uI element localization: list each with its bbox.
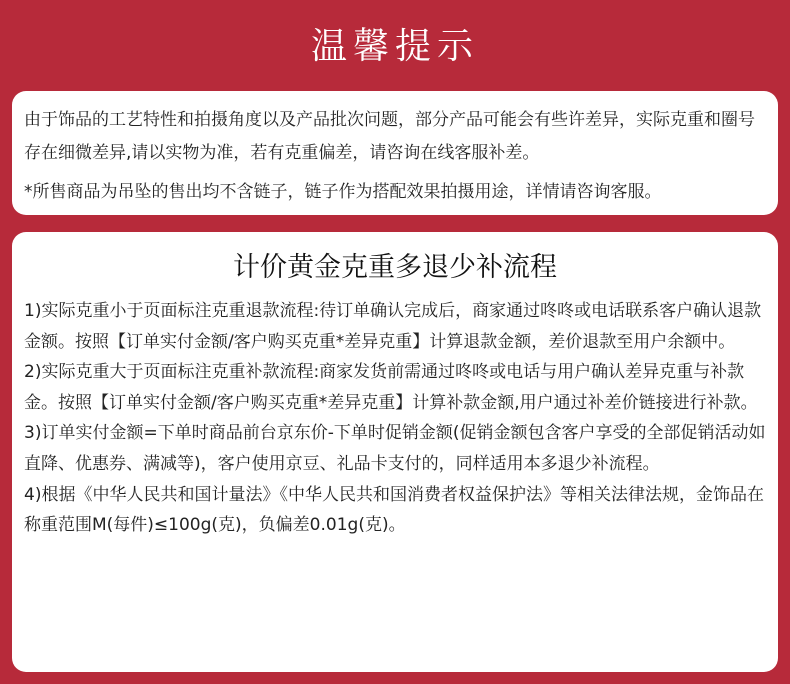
process-card [12,232,778,672]
notice-paragraph: 由于饰品的工艺特性和拍摄角度以及产品批次问题，部分产品可能会有些许差异，实际克重和圈号存在细微差异,请以实物为准，若有克重偏差，请咨询在线客服补差。 [24,110,755,163]
process-title: 计价黄金克重多退少补流程 [233,252,557,283]
notice-paragraph: *所售商品为吊坠的售出均不含链子，链子作为搭配效果拍摄用途，详情请咨询客服。 [24,182,662,202]
notice-card [12,91,778,215]
process-item: 4)根据《中华人民共和国计量法》《中华人民共和国消费者权益保护法》等相关法律法规，金饰品在称重范围M(每件)≤100g(克)，负偏差0.01g(克)。 [24,484,764,536]
process-item: 3)订单实付金额=下单时商品前台京东价-下单时促销金额(促销金额包含客户享受的全部促销活动如直降、优惠券、满减等)，客户使用京豆、礼品卡支付的，同样适用本多退少补流程。 [24,423,766,474]
process-item: 2)实际克重大于页面标注克重补款流程:商家发货前需通过咚咚或电话与用户确认差异克重与补款金。按照【订单实付金额/客户购买克重*差异克重】计算补款金额,用户通过补差价链接进行补款。 [24,362,758,413]
page-title: 温馨提示 [310,26,479,67]
process-item: 1)实际克重小于页面标注克重退款流程:待订单确认完成后，商家通过咚咚或电话联系客户确认退款金额。按照【订单实付金额/客户购买克重*差异克重】计算退款金额，差价退款至用户余额中。 [24,301,762,352]
